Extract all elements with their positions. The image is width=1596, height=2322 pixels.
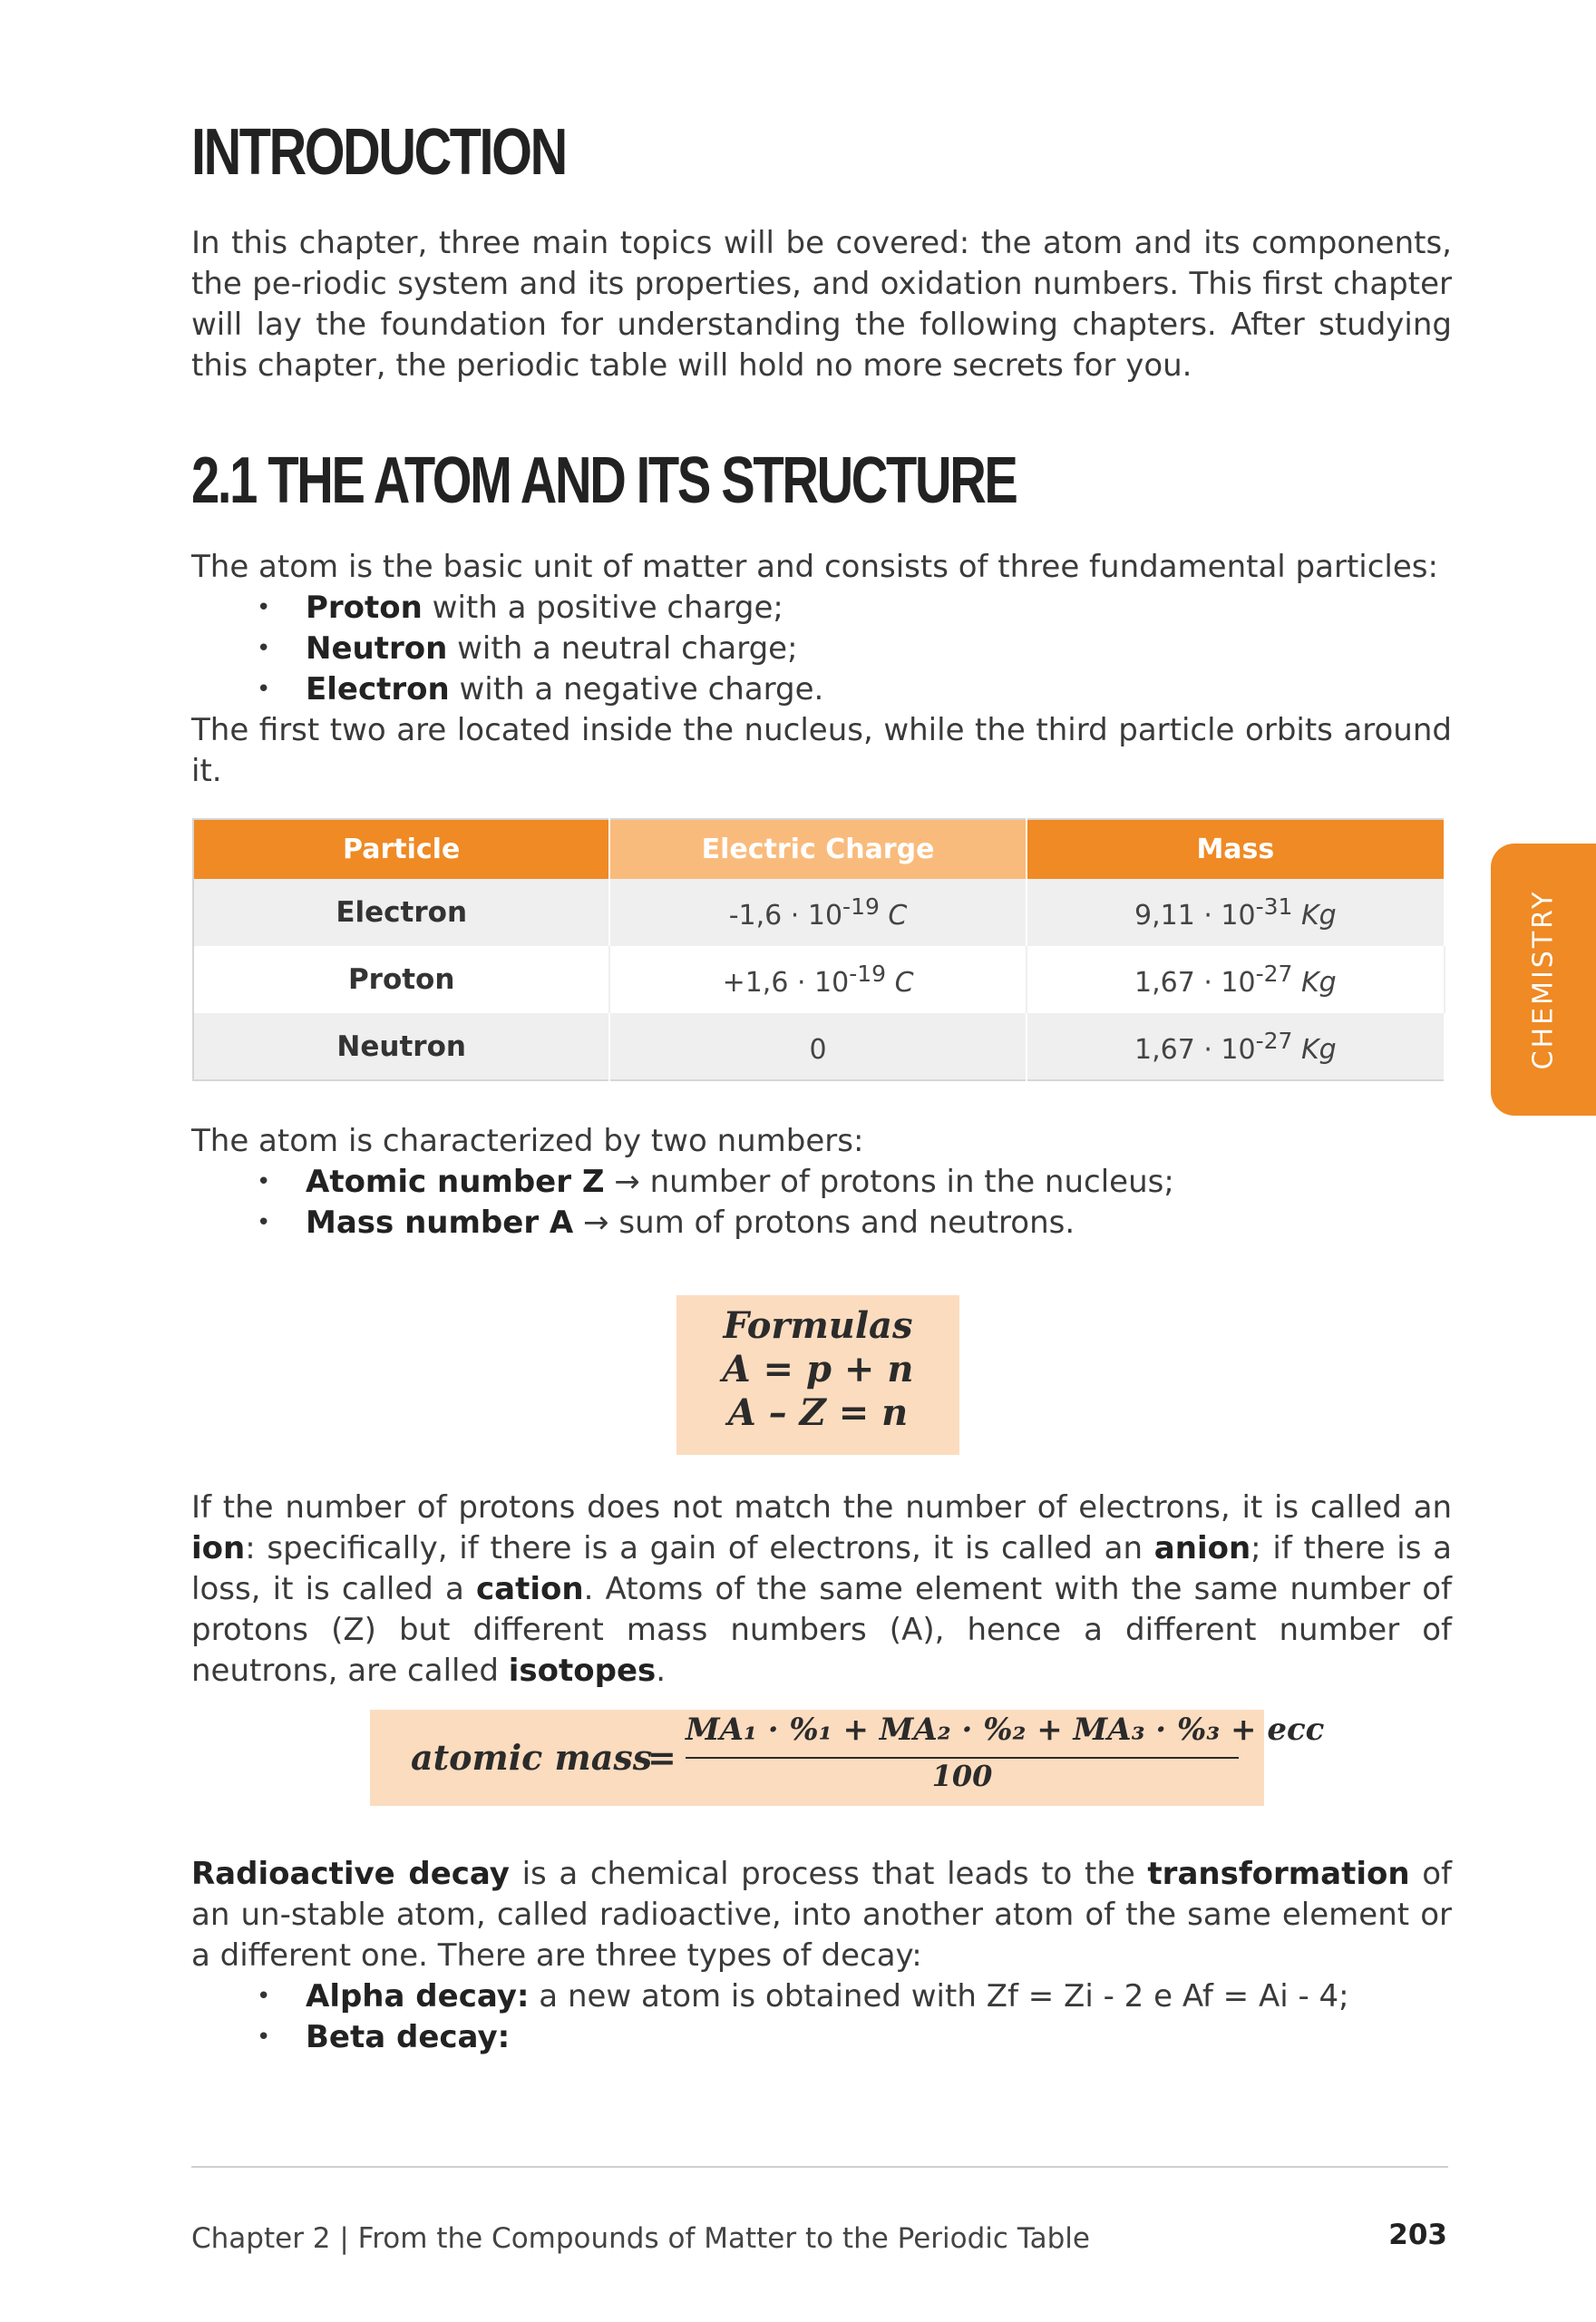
- list-item-term: Electron: [306, 671, 450, 707]
- section-lead: The atom is the basic unit of matter and consists of three fundamental particles:: [191, 549, 1438, 585]
- list-item-text: with a neutral charge;: [447, 630, 798, 667]
- table-cell-particle: Neutron: [193, 1013, 609, 1080]
- list-item-term: Mass number A: [306, 1205, 574, 1241]
- list-item-term: Atomic number Z: [306, 1164, 605, 1200]
- formulas-box: [676, 1295, 959, 1455]
- footer-chapter-title: Chapter 2 | From the Compounds of Matter to the Periodic Table: [191, 2222, 1090, 2255]
- table-cell-particle: Proton: [193, 946, 609, 1013]
- list-item-text: a new atom is obtained with Zf = Zi - 2 e Af = Ai - 4;: [529, 1978, 1349, 2015]
- list-item: [191, 1203, 1452, 1244]
- list-item-term: Beta decay:: [306, 2019, 511, 2055]
- list-item: [191, 669, 1452, 710]
- atomic-mass-label: atomic mass: [411, 1737, 653, 1778]
- numbers-list: [191, 1162, 1452, 1244]
- ions-paragraph: If the number of protons does not match the number of electrons, it is called an ion: specifically, if there is a gain of electrons, it is called an anion; if there is a loss, it is called a cation. Atoms of the same element with the same number of protons (Z) but different mass numbers (A), hence a different number of neutrons, are called isotopes.: [191, 1489, 1452, 1689]
- table-header-particle: Particle: [193, 819, 609, 879]
- section-after-list: The first two are located inside the nucleus, while the third particle orbits around it.: [191, 712, 1452, 789]
- list-item-term: Proton: [306, 590, 423, 626]
- atomic-mass-equals: =: [647, 1737, 676, 1778]
- particle-list: [191, 588, 1452, 710]
- decay-paragraph: Radioactive decay is a chemical process that leads to the transformation of an un-stable atom, called radioactive, into another atom of the same element or a different one. There are three types of decay:: [191, 1856, 1452, 1974]
- list-item-term: Neutron: [306, 630, 448, 667]
- list-item: [191, 588, 1452, 629]
- formula-line-2: A – Z = n: [727, 1391, 909, 1434]
- list-item-text: with a positive charge;: [422, 590, 783, 626]
- list-item-term: Alpha decay:: [306, 1978, 530, 2015]
- table-cell-charge: $-1,6 \cdot 10^{-19}$ C: [609, 879, 1026, 946]
- list-item: [191, 1976, 1452, 2017]
- chapter-side-tab: [1491, 844, 1596, 1116]
- particle-table: [192, 818, 1445, 1081]
- table-row: [193, 1013, 1445, 1080]
- section-heading: 2.1 THE ATOM AND ITS STRUCTURE: [191, 444, 1017, 517]
- table-row: [193, 879, 1445, 946]
- atomic-mass-formula: [370, 1710, 1325, 1806]
- numbers-lead: The atom is characterized by two numbers:: [191, 1123, 864, 1159]
- table-header-charge: Electric Charge: [609, 819, 1026, 879]
- table-header-mass: Mass: [1027, 819, 1445, 879]
- atomic-mass-denominator: 100: [931, 1759, 993, 1793]
- side-tab-label: CHEMISTRY: [1527, 889, 1560, 1070]
- table-cell-mass: $1,67 \cdot 10^{-27}$ Kg: [1027, 946, 1445, 1013]
- table-cell-charge: 0: [609, 1013, 1026, 1080]
- intro-paragraph: In this chapter, three main topics will be covered: the atom and its components, the pe-riodic system and its properties, and oxidation numbers. This first chapter will lay the foundation for understanding the following chapters. After studying this chapter, the periodic table will hold no more secrets for you.: [191, 225, 1452, 384]
- table-cell-mass: $9,11 \cdot 10^{-31}$ Kg: [1027, 879, 1445, 946]
- table-row: [193, 946, 1445, 1013]
- list-item-text: → sum of protons and neutrons.: [573, 1205, 1075, 1241]
- list-item: [191, 629, 1452, 669]
- formula-line-1: A = p + n: [722, 1348, 914, 1390]
- formulas-title: Formulas: [723, 1304, 913, 1347]
- list-item: [191, 2017, 1452, 2058]
- table-cell-mass: $1,67 \cdot 10^{-27}$ Kg: [1027, 1013, 1445, 1080]
- table-cell-charge: $+1,6 \cdot 10^{-19}$ C: [609, 946, 1026, 1013]
- page-number: 203: [1388, 2219, 1447, 2251]
- atomic-mass-numerator: MA₁ · %₁ + MA₂ · %₂ + MA₃ · %₃ + ecc: [686, 1712, 1325, 1748]
- decay-list: [191, 1976, 1452, 2058]
- list-item-text: → number of protons in the nucleus;: [604, 1164, 1174, 1200]
- table-cell-particle: Electron: [193, 879, 609, 946]
- list-item: [191, 1162, 1452, 1203]
- list-item-text: with a negative charge.: [449, 671, 824, 707]
- footer-divider: [191, 2166, 1448, 2168]
- intro-heading: INTRODUCTION: [191, 116, 566, 189]
